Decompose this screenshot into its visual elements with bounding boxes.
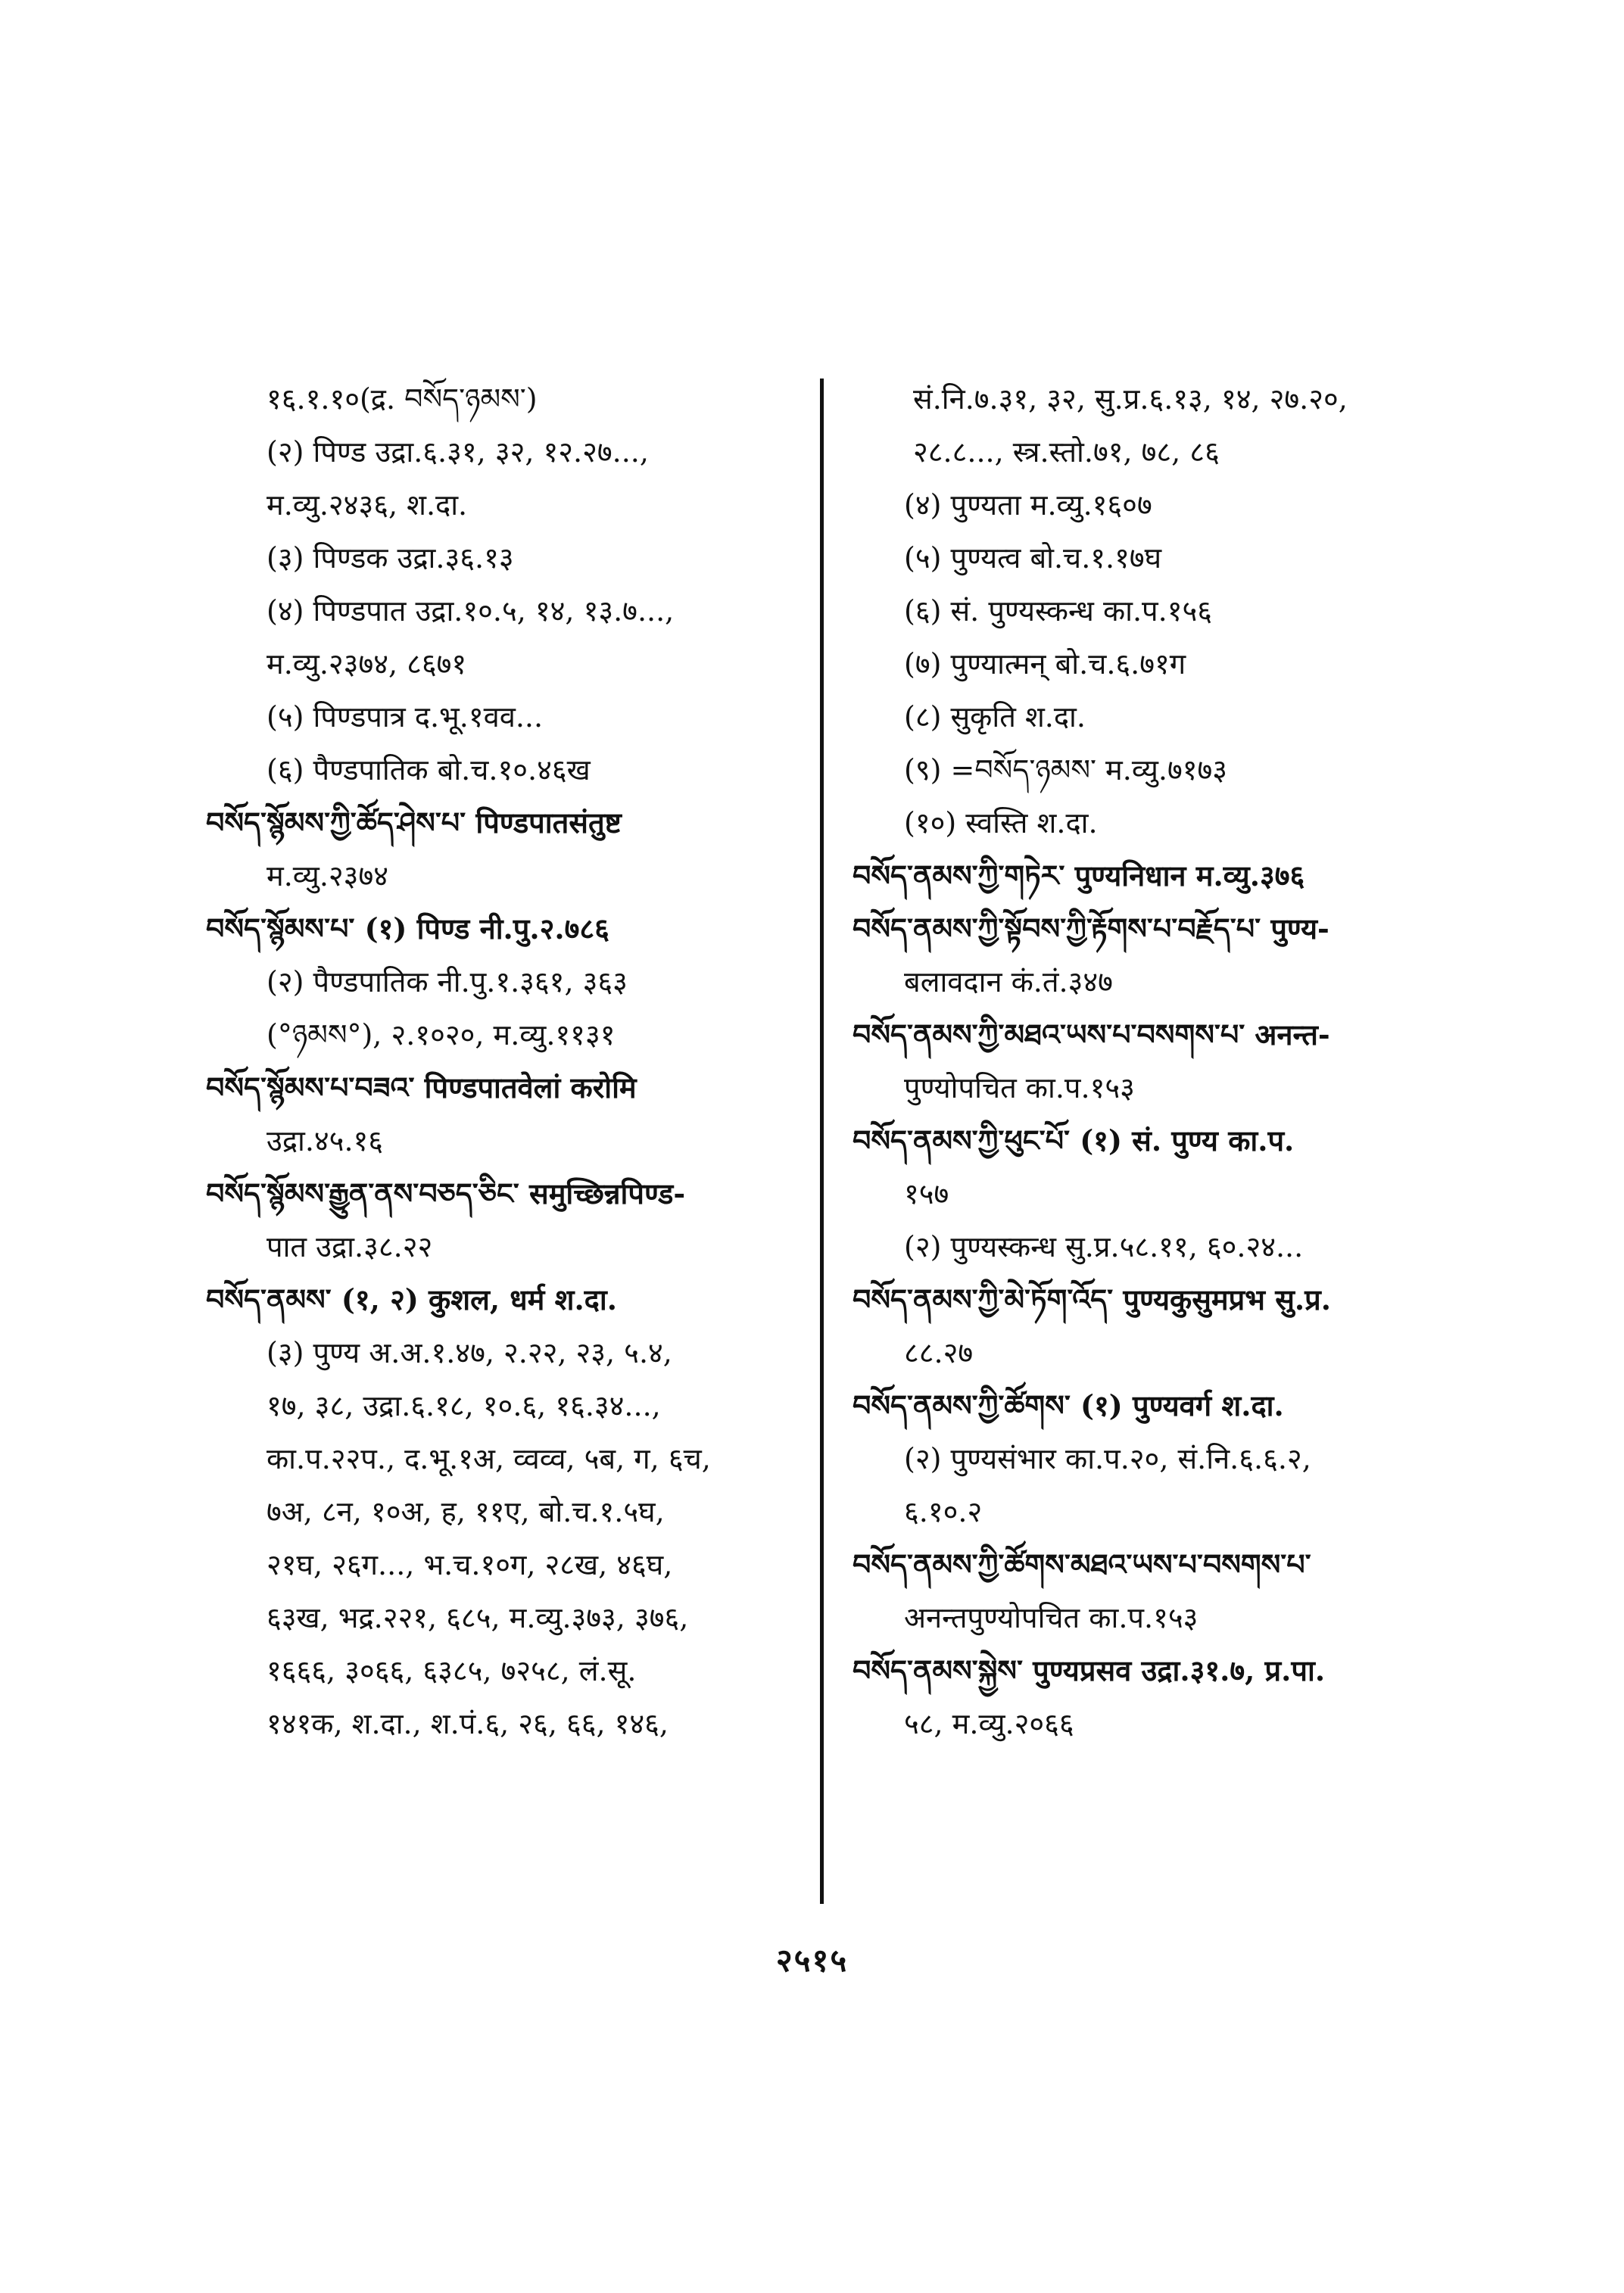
entry-text-line: (५) पुण्यत्व बो.च.१.१७घ — [904, 541, 1162, 575]
entry-text-line: २८.८..., स्त्र.स्तो.७१, ७८, ८६ — [913, 435, 1220, 469]
entry-text-line: (°ཉམས°), २.१०२०, म.व्यु.११३१ — [267, 1018, 616, 1051]
entry-text-line: (४) पुण्यता म.व्यु.१६०७ — [904, 488, 1152, 522]
entry-headword-line: བསོད་ནམས་ (१, २) कुशल, धर्म श.दा. — [206, 1282, 617, 1316]
entry-text-line: १५७ — [904, 1177, 949, 1210]
entry-text-line: (१०) स्वस्ति श.दा. — [904, 806, 1098, 840]
entry-text-line: पुण्योपचित का.प.१५३ — [904, 1071, 1135, 1104]
entry-text-line: म.व्यु.२४३६, श.दा. — [267, 488, 468, 522]
entry-text-line: (२) पुण्यस्कन्ध सु.प्र.५८.११, ६०.२४... — [904, 1230, 1304, 1263]
entry-text-line: अनन्तपुण्योपचित का.प.१५३ — [904, 1601, 1199, 1634]
entry-text-line: १४१क, श.दा., श.पं.६, २६, ६६, १४६, — [267, 1707, 669, 1740]
entry-headword-line: བསོད་སྙོམས་ཀྱི་ཚོད་ཤེས་པ་ पिण्डपातसंतुष्ट — [206, 805, 622, 840]
entry-text-line: (६) पैण्डपातिक बो.च.१०.४६ख — [267, 753, 591, 787]
entry-text-line: म.व्यु.२३७४, ८६७१ — [267, 647, 467, 681]
entry-text-line: १७, ३८, उद्रा.६.१८, १०.६, १६.३४..., — [267, 1389, 661, 1422]
column-divider — [820, 379, 824, 1904]
entry-headword-line: བསོད་ནམས་སྐྱེས་ पुण्यप्रसव उद्रा.३१.७, प्र.पा. — [853, 1653, 1326, 1687]
entry-text-line: (८) सुकृति श.दा. — [904, 700, 1086, 734]
entry-text-line: ६.१०.२ — [904, 1495, 983, 1528]
right-column — [853, 372, 1451, 1750]
entry-headword-line: བསོད་ནམས་ཀྱི་མཐའ་ཡས་པ་བསགས་པ་ अनन्त- — [853, 1017, 1330, 1051]
entry-headword-line: བསོད་སྙོམས་པ་བཟའ་ पिण्डपातवेलां करोमि — [206, 1070, 637, 1104]
left-column — [206, 372, 804, 1750]
entry-text-line: सं.नि.७.३१, ३२, सु.प्र.६.१३, १४, २७.२०, — [913, 382, 1348, 416]
entry-text-line: (७) पुण्यात्मन् बो.च.६.७१ग — [904, 647, 1186, 681]
entry-text-line: (२) पुण्यसंभार का.प.२०, सं.नि.६.६.२, — [904, 1442, 1311, 1475]
entry-headword-line: བསོད་སྙོམས་རྒྱུན་ནས་བཅད་ཅིང་ समुच्छिन्नपिण्ड- — [206, 1176, 686, 1210]
entry-headword-line: བསོད་ནམས་ཀྱི་མེ་ཏོག་འོད་ पुण्यकुसुमप्रभ सु.प्र. — [853, 1282, 1331, 1316]
entry-text-line: ६३ख, भद्र.२२१, ६८५, म.व्यु.३७३, ३७६, — [267, 1601, 689, 1634]
entry-text-line: उद्रा.४५.१६ — [267, 1124, 384, 1157]
entry-text-line: (४) पिण्डपात उद्रा.१०.५, १४, १३.७..., — [267, 594, 675, 628]
entry-text-line: ८८.२७ — [904, 1336, 974, 1369]
entry-text-line: ७अ, ८न, १०अ, ह, ११ए, बो.च.१.५घ, — [267, 1495, 665, 1528]
entry-text-line: (५) पिण्डपात्र द.भू.१वव... — [267, 700, 544, 734]
entry-text-line: म.व्यु.२३७४ — [267, 859, 388, 893]
entry-text-line: (२) पैण्डपातिक नी.पु.१.३६१, ३६३ — [267, 965, 628, 999]
entry-text-line: का.प.२२प., द.भू.१अ, व्वव्व, ५ब, ग, ६च, — [267, 1442, 711, 1475]
entry-text-line: (६) सं. पुण्यस्कन्ध का.प.१५६ — [904, 594, 1212, 628]
entry-text-line: (९) =བསོད་ཉམས་ म.व्यु.७१७३ — [904, 753, 1227, 787]
entry-headword-line: བསོད་ནམས་ཀྱི་གཏེར་ पुण्यनिधान म.व्यु.३७६ — [853, 858, 1305, 893]
entry-text-line: बलावदान कं.तं.३४७ — [904, 965, 1113, 999]
entry-headword-line: བསོད་སྙོམས་པ་ (१) पिण्ड नी.पु.२.७८६ — [206, 911, 609, 946]
page-number: २५१५ — [775, 1942, 849, 1979]
entry-text-line: (३) पिण्डक उद्रा.३६.१३ — [267, 541, 514, 575]
entry-text-line: (२) पिण्ड उद्रा.६.३१, ३२, १२.२७..., — [267, 435, 649, 469]
entry-text-line: ५८, म.व्यु.२०६६ — [904, 1707, 1074, 1740]
entry-text-line: पात उद्रा.३८.२२ — [267, 1230, 433, 1263]
entry-headword-line: བསོད་ནམས་ཀྱི་སྟོབས་ཀྱི་རྟོགས་པ་བརྗོད་པ་ पुण्य- — [853, 911, 1329, 946]
entry-headword-line: བསོད་ནམས་ཀྱི་ཕུང་པོ་ (१) सं. पुण्य का.प. — [853, 1123, 1295, 1157]
entry-text-line: १६.१.१०(द्र. བསོད་ཉམས་) — [267, 382, 538, 416]
entry-headword-line: བསོད་ནམས་ཀྱི་ཚོགས་མཐའ་ཡས་པ་བསགས་པ་ — [853, 1547, 1311, 1581]
entry-text-line: १६६६, ३०६६, ६३८५, ७२५८, लं.सू. — [267, 1654, 637, 1687]
entry-text-line: (३) पुण्य अ.अ.१.४७, २.२२, २३, ५.४, — [267, 1336, 672, 1369]
entry-headword-line: བསོད་ནམས་ཀྱི་ཚོགས་ (१) पुण्यवर्ग श.दा. — [853, 1388, 1284, 1422]
entry-text-line: २१घ, २६ग..., भ.च.१०ग, २८ख, ४६घ, — [267, 1548, 673, 1581]
